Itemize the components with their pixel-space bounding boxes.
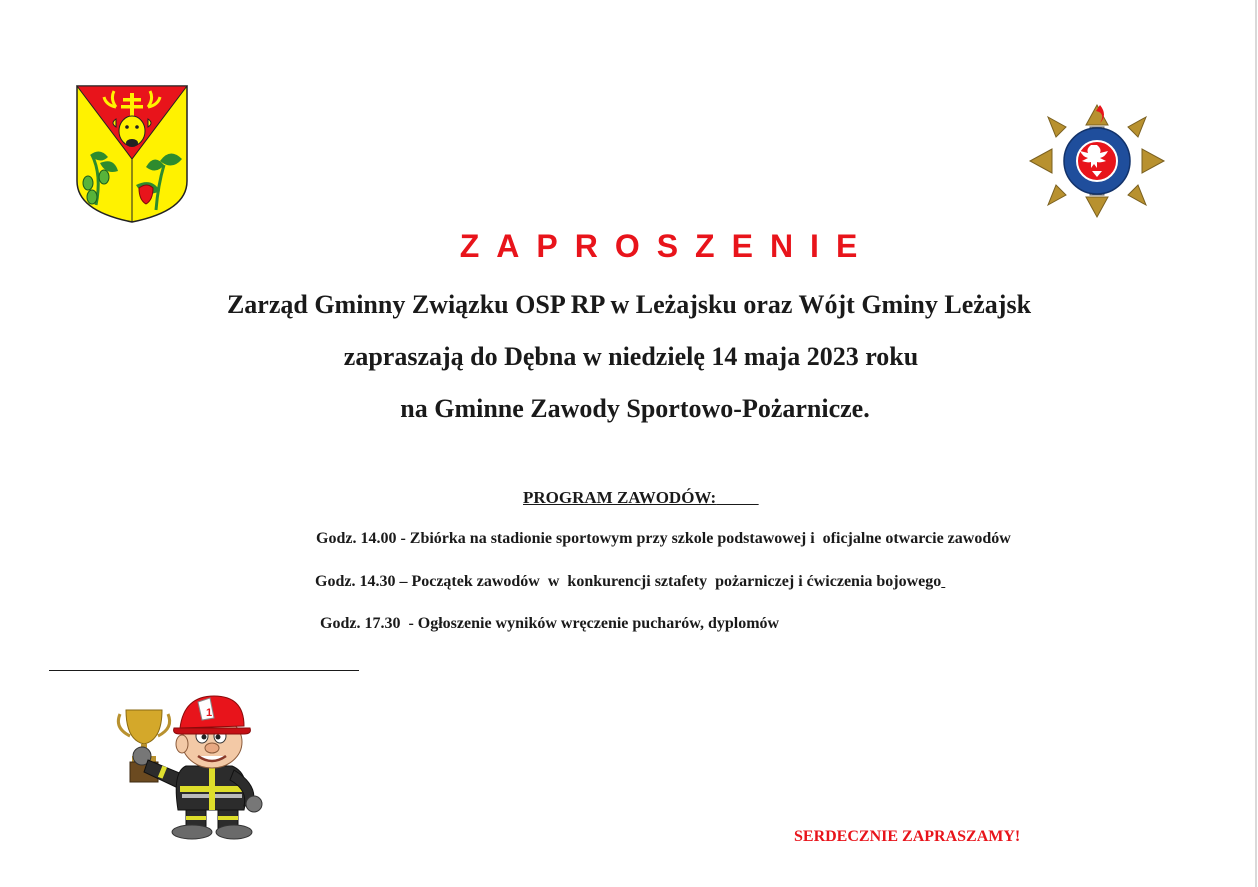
osp-emblem-logo bbox=[1028, 103, 1166, 219]
program-item-2 bbox=[315, 573, 945, 591]
firefighter-mascot-image bbox=[112, 694, 268, 842]
page-edge bbox=[1255, 0, 1257, 887]
invitation-title: ZAPROSZENIE bbox=[459, 228, 875, 264]
program-item-2-text: Godz. 14.30 – Początek zawodów w konkurencji sztafety pożarniczej i ćwiczenia bojowego bbox=[315, 573, 942, 590]
date-place-line: zapraszają do Dębna w niedzielę 14 maja 2023 roku bbox=[343, 342, 919, 371]
program-heading bbox=[523, 488, 759, 508]
event-name-line: na Gminne Zawody Sportowo-Pożarnicze. bbox=[400, 394, 870, 423]
program-item-1: Godz. 14.00 - Zbiórka na stadionie sportowym przy szkole podstawowej i oficjalne otwarcie zawodów bbox=[316, 530, 1011, 547]
coat-of-arms-logo bbox=[76, 85, 189, 223]
helmet-number: 1 bbox=[206, 707, 213, 719]
program-item-3: Godz. 17.30 - Ogłoszenie wyników wręczenie pucharów, dyplomów bbox=[320, 615, 780, 632]
program-heading-text: PROGRAM ZAWODÓW: bbox=[523, 488, 717, 507]
organizer-line: Zarząd Gminny Związku OSP RP w Leżajsku oraz Wójt Gminy Leżajsk bbox=[226, 290, 1032, 319]
closing-text: SERDECZNIE ZAPRASZAMY! bbox=[794, 828, 1021, 845]
horizontal-rule bbox=[49, 670, 359, 671]
